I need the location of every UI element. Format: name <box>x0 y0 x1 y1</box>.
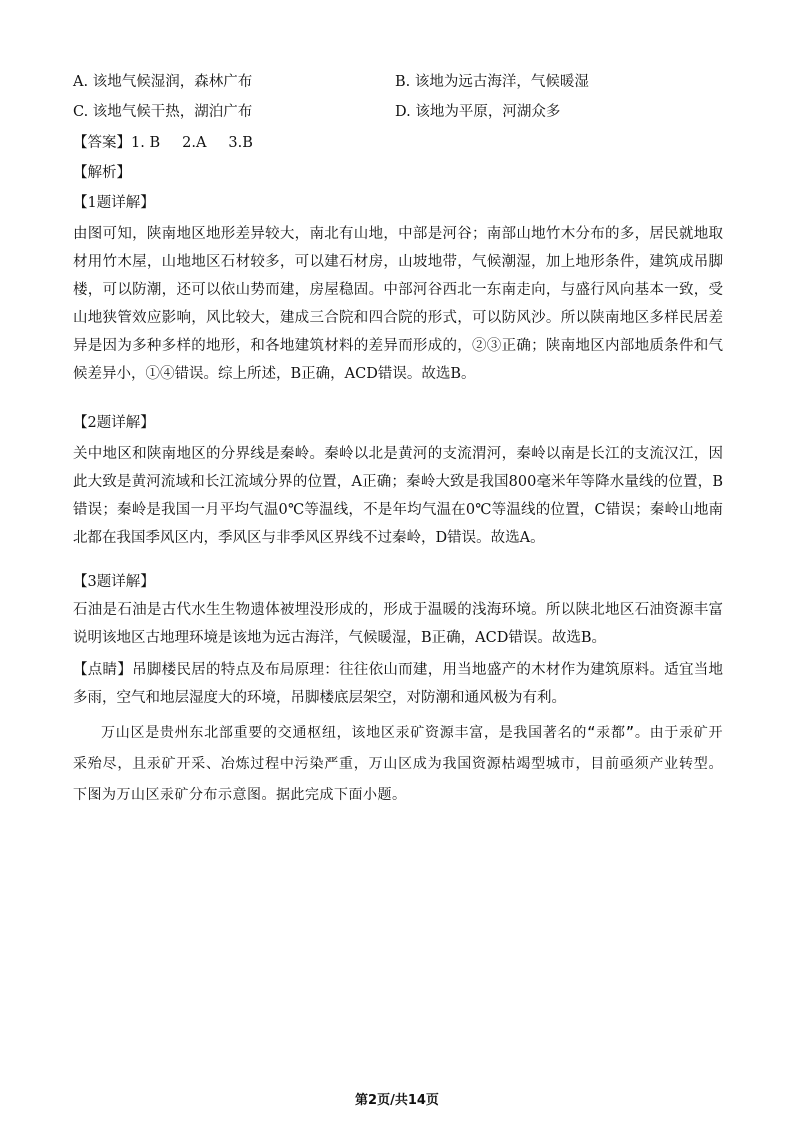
q1-heading: 【1题详解】 <box>73 195 155 211</box>
answer-item-3: 3.B <box>228 135 253 151</box>
tip-label: 【点睛】 <box>73 662 133 678</box>
options-row-cd <box>73 100 753 126</box>
answer-item-1: 1. B <box>131 135 161 151</box>
q2-heading: 【2题详解】 <box>73 415 155 431</box>
option-a: A. 该地气候湿润，森林广布 <box>73 74 253 90</box>
analysis-heading: 【解析】 <box>73 165 131 181</box>
answer-line <box>73 131 253 152</box>
page-number: 第2页/共14页 <box>355 1093 439 1108</box>
options-row-ab <box>73 70 753 96</box>
question-intro: 万山区是贵州东北部重要的交通枢纽，该地区汞矿资源丰富，是我国著名的“汞都”。由于汞矿开采殆尽，且汞矿开采、冶炼过程中污染严重，万山区成为我国资源枯竭型城市，目前亟须产业转型。下图为万山区汞矿分布示意图。据此完成下面小题。 <box>73 725 723 803</box>
option-c: C. 该地气候干热，湖泊广布 <box>73 104 253 120</box>
q1-explanation: 由图可知，陕南地区地形差异较大，南北有山地，中部是河谷；南部山地竹木分布的多，居民就地取材用竹木屋，山地地区石材较多，可以建石材房，山坡地带，气候潮湿，加上地形条件，建筑成吊脚楼，可以防潮，还可以依山势而建，房屋稳固。中部河谷西北一东南走向，与盛行风向基本一致，受山地狭管效应影响，风比较大，建成三合院和四合院的形式，可以防风沙。所以陕南地区多样民居差异是因为多种多样的地形，和各地建筑材料的差异而形成的，②③正确；陕南地区内部地质条件和气候差异小，①④错误。综上所述，B正确，ACD错误。故选B。 <box>73 226 723 382</box>
tip-paragraph <box>73 656 723 712</box>
answer-label: 【答案】 <box>73 135 131 151</box>
q3-explanation: 石油是石油是古代水生生物遗体被埋没形成的，形成于温暖的浅海环境。所以陕北地区石油资源丰富说明该地区古地理环境是该地为远古海洋，气候暖湿，B正确，ACD错误。故选B。 <box>73 602 723 646</box>
q3-heading: 【3题详解】 <box>73 574 155 590</box>
option-d: D. 该地为平原，河湖众多 <box>395 104 561 120</box>
tip-text: 吊脚楼民居的特点及布局原理：往往依山而建，用当地盛产的木材作为建筑原料。适宜当地多雨，空气和地层湿度大的环境，吊脚楼底层架空，对防潮和通风极为有利。 <box>73 662 724 706</box>
q2-explanation: 关中地区和陕南地区的分界线是秦岭。秦岭以北是黄河的支流渭河，秦岭以南是长江的支流汉江，因此大致是黄河流域和长江流域分界的位置，A正确；秦岭大致是我国800毫米年等降水量线的位置，B错误；秦岭是我国一月平均气温0℃等温线，不是年均气温在0℃等温线的位置，C错误；秦岭山地南北都在我国季风区内，季风区与非季风区界线不过秦岭，D错误。故选A。 <box>73 446 723 546</box>
option-b: B. 该地为远古海洋，气候暖湿 <box>395 74 589 90</box>
answer-item-2: 2.A <box>182 135 207 151</box>
